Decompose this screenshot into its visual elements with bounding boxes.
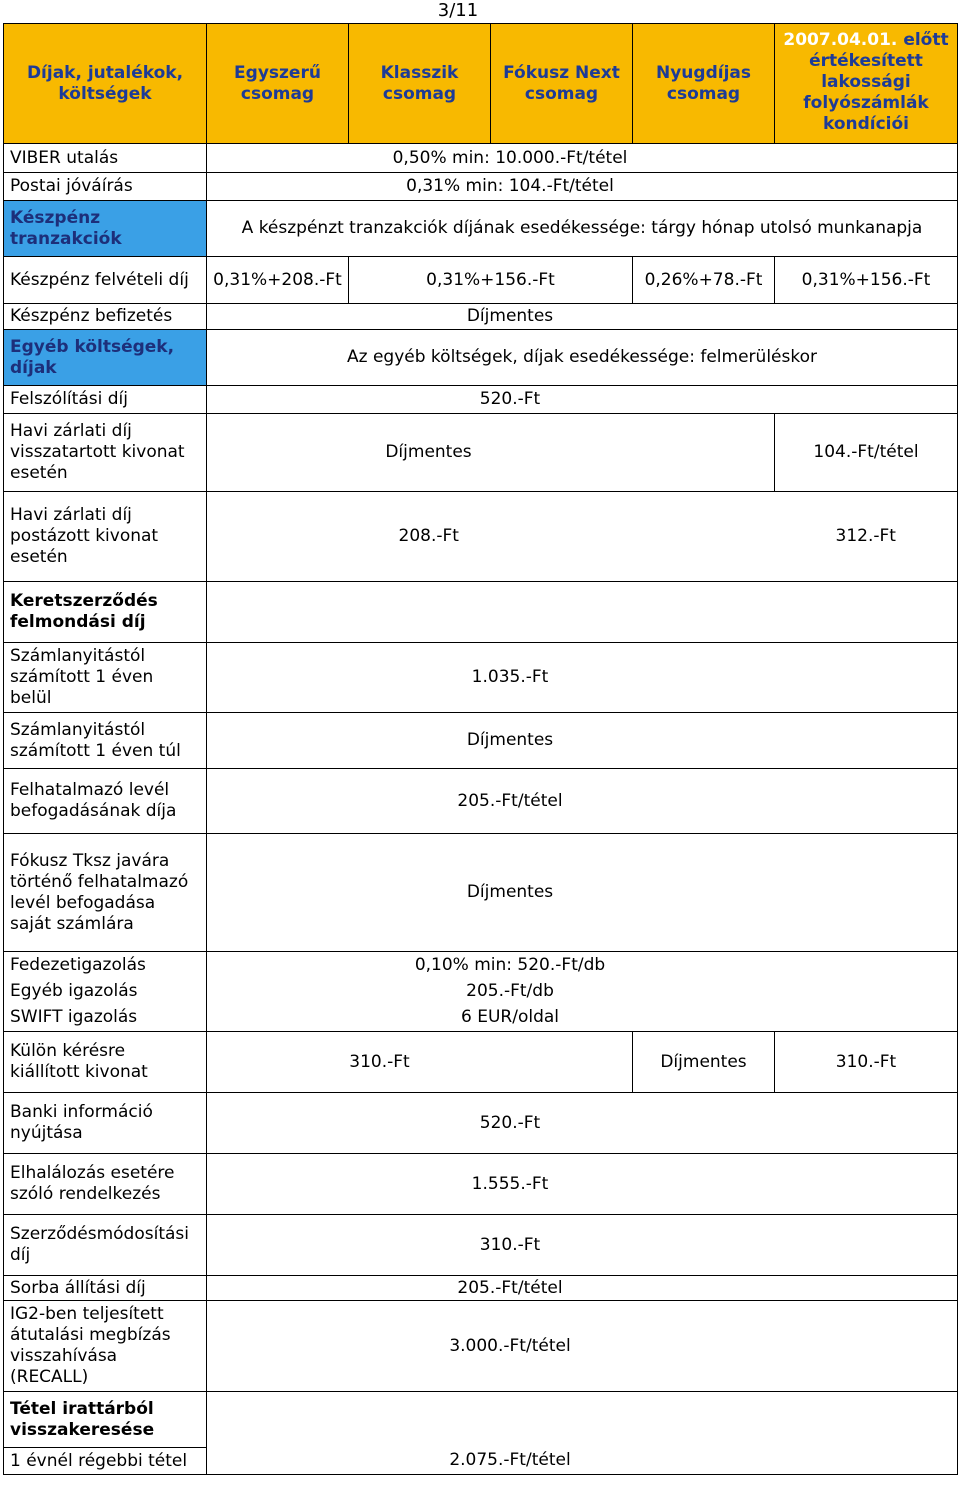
label-szamla-belul: Számlanyitástól számított 1 éven belül — [4, 643, 207, 713]
row-banki-info — [4, 1093, 958, 1154]
section-egyeb-note: Az egyéb költségek, díjak esedékessége: felmerüléskor — [207, 330, 958, 386]
label-recall: IG2-ben teljesített átutalási megbízás visszahívása (RECALL) — [4, 1301, 207, 1392]
label-irattar: Tétel irattárból visszakeresése — [4, 1392, 207, 1448]
value-kulon-keres-nyugdijas: Díjmentes — [633, 1032, 775, 1093]
label-postai: Postai jóváírás — [4, 173, 207, 201]
row-felszolitasi — [4, 386, 958, 414]
row-fedezet — [4, 952, 958, 979]
row-egyeb-ig — [4, 979, 958, 1005]
fee-table — [3, 23, 958, 1475]
row-felvet — [4, 257, 958, 304]
row-recall — [4, 1301, 958, 1392]
section-egyeb-title: Egyéb költségek, díjak — [4, 330, 207, 386]
value-elhalalozas: 1.555.-Ft — [207, 1154, 958, 1215]
row-keretszerz — [4, 582, 958, 643]
value-sorba: 205.-Ft/tétel — [207, 1276, 958, 1301]
section-keszpenz — [4, 201, 958, 257]
value-egyeb-ig: 205.-Ft/db — [207, 979, 958, 1005]
row-swift — [4, 1005, 958, 1032]
label-befizetes: Készpénz befizetés — [4, 304, 207, 330]
row-elhalalozas — [4, 1154, 958, 1215]
header-nyugdijas: Nyugdíjas csomag — [633, 24, 775, 144]
label-banki-info: Banki információ nyújtása — [4, 1093, 207, 1154]
page-number: 3/11 — [437, 0, 479, 21]
header-klasszik: Klasszik csomag — [349, 24, 491, 144]
row-zarlati-posta — [4, 492, 958, 582]
value-banki-info: 520.-Ft — [207, 1093, 958, 1154]
value-kulon-keres-legacy: 310.-Ft — [775, 1032, 958, 1093]
value-zarlati-vissza-main: Díjmentes — [207, 414, 775, 492]
label-sorba: Sorba állítási díj — [4, 1276, 207, 1301]
label-viber: VIBER utalás — [4, 144, 207, 173]
label-felvet: Készpénz felvételi díj — [4, 257, 207, 304]
header-fokusz-next: Fókusz Next csomag — [491, 24, 633, 144]
value-keretszerz-empty — [207, 582, 958, 643]
value-felvet-klasszik-fokusz: 0,31%+156.-Ft — [349, 257, 633, 304]
value-felvet-nyugdijas: 0,26%+78.-Ft — [633, 257, 775, 304]
header-legacy-text: előtt értékesített lakossági folyószámlák kondíciói — [803, 30, 949, 134]
label-fedezet: Fedezetigazolás — [4, 952, 207, 979]
value-kulon-keres-main: 310.-Ft — [207, 1032, 633, 1093]
value-irattar-empty — [207, 1392, 958, 1448]
value-szerz-mod: 310.-Ft — [207, 1215, 958, 1276]
value-zarlati-posta-legacy: 312.-Ft — [775, 492, 958, 582]
value-felvet-legacy: 0,31%+156.-Ft — [775, 257, 958, 304]
header-row — [4, 24, 958, 144]
value-recall: 3.000.-Ft/tétel — [207, 1301, 958, 1392]
value-felvet-egyszeru: 0,31%+208.-Ft — [207, 257, 349, 304]
value-postai: 0,31% min: 104.-Ft/tétel — [207, 173, 958, 201]
row-befizetes — [4, 304, 958, 330]
value-szamla-belul: 1.035.-Ft — [207, 643, 958, 713]
row-irattar — [4, 1392, 958, 1448]
label-felszolitasi: Felszólítási díj — [4, 386, 207, 414]
value-felszolitasi: 520.-Ft — [207, 386, 958, 414]
label-zarlati-vissza: Havi zárlati díj visszatartott kivonat esetén — [4, 414, 207, 492]
header-fee-type: Díjak, jutalékok, költségek — [4, 24, 207, 144]
row-postai — [4, 173, 958, 201]
label-elhalalozas: Elhalálozás esetére szóló rendelkezés — [4, 1154, 207, 1215]
value-zarlati-posta-main: 208.-Ft — [207, 492, 775, 582]
label-kulon-keres: Külön kérésre kiállított kivonat — [4, 1032, 207, 1093]
label-fokusz-tksz: Fókusz Tksz javára történő felhatalmazó levél befogadása saját számlára — [4, 834, 207, 952]
value-viber: 0,50% min: 10.000.-Ft/tétel — [207, 144, 958, 173]
label-felhatalmazo: Felhatalmazó levél befogadásának díja — [4, 769, 207, 834]
value-egy-evnel: 2.075.-Ft/tétel — [207, 1448, 958, 1475]
row-szerz-mod — [4, 1215, 958, 1276]
row-egy-evnel — [4, 1448, 958, 1475]
label-egyeb-ig: Egyéb igazolás — [4, 979, 207, 1005]
section-keszpenz-title: Készpénz tranzakciók — [4, 201, 207, 257]
row-szamla-belul — [4, 643, 958, 713]
label-swift: SWIFT igazolás — [4, 1005, 207, 1032]
label-keretszerz: Keretszerződés felmondási díj — [4, 582, 207, 643]
section-keszpenz-note: A készpénzt tranzakciók díjának esedékessége: tárgy hónap utolsó munkanapja — [207, 201, 958, 257]
section-egyeb — [4, 330, 958, 386]
row-felhatalmazo — [4, 769, 958, 834]
label-egy-evnel: 1 évnél régebbi tétel — [4, 1448, 207, 1475]
row-zarlati-vissza — [4, 414, 958, 492]
value-fokusz-tksz: Díjmentes — [207, 834, 958, 952]
value-fedezet: 0,10% min: 520.-Ft/db — [207, 952, 958, 979]
value-swift: 6 EUR/oldal — [207, 1005, 958, 1032]
header-egyszeru: Egyszerű csomag — [207, 24, 349, 144]
header-legacy-accounts — [775, 24, 958, 144]
label-szerz-mod: Szerződésmódosítási díj — [4, 1215, 207, 1276]
row-kulon-keres — [4, 1032, 958, 1093]
header-date: 2007.04.01. — [783, 30, 898, 50]
label-szamla-tul: Számlanyitástól számított 1 éven túl — [4, 713, 207, 769]
label-zarlati-posta: Havi zárlati díj postázott kivonat esetén — [4, 492, 207, 582]
row-fokusz-tksz — [4, 834, 958, 952]
value-szamla-tul: Díjmentes — [207, 713, 958, 769]
row-viber — [4, 144, 958, 173]
value-befizetes: Díjmentes — [207, 304, 958, 330]
value-felhatalmazo: 205.-Ft/tétel — [207, 769, 958, 834]
value-zarlati-vissza-legacy: 104.-Ft/tétel — [775, 414, 958, 492]
row-sorba — [4, 1276, 958, 1301]
row-szamla-tul — [4, 713, 958, 769]
